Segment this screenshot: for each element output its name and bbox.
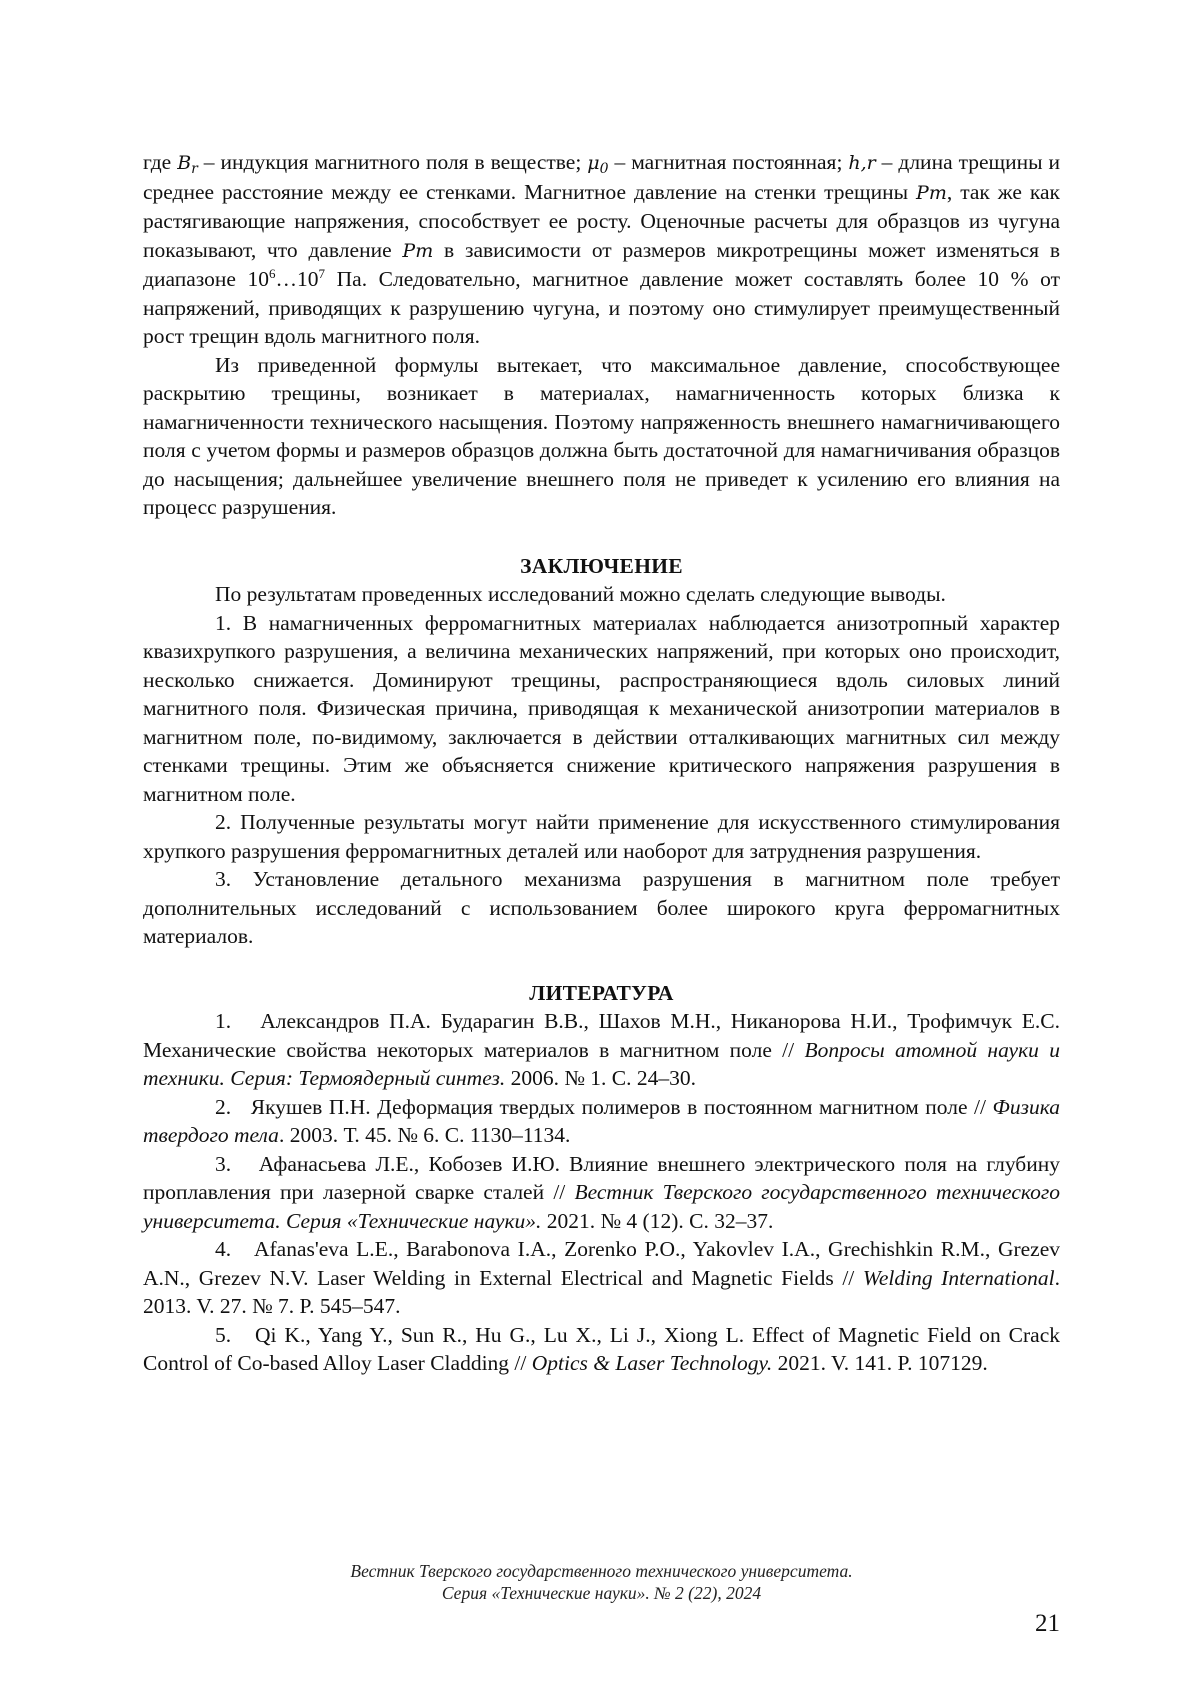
reference-authors: Афанасьева Л.Е., Кобозев И.Ю. Влияние внешнего электрического поля на глубину проплавления при лазерной сварке сталей // (143, 1152, 1060, 1205)
reference-details: 2021. № 4 (12). С. 32–37. (541, 1209, 773, 1233)
reference-authors: Qi K., Yang Y., Sun R., Hu G., Lu X., Li J., Xiong L. Effect of Magnetic Field on Crack Control of Co-based Alloy Laser Cladding // (143, 1323, 1060, 1376)
body-paragraph: Из приведенной формулы вытекает, что максимальное давление, способствующее раскрытию трещины, возникает в материалах, намагниченность которых близка к намагниченности технического насыщения. Поэтому напряженность внешнего намагничивающего поля с учетом формы и размеров образцов должна быть достаточной для намагничивания образцов до насыщения; дальнейшее увеличение внешнего поля не приведет к усилению его влияния на процесс разрушения. (143, 351, 1060, 522)
reference-item (143, 1007, 1060, 1093)
conclusion-item: 1. В намагниченных ферромагнитных материалах наблюдается анизотропный характер квазихрупкого разрушения, а величина механических напряжений, при которых оно происходит, несколько снижается. Доминируют трещины, распространяющиеся вдоль силовых линий магнитного поля. Физическая причина, приводящая к механической анизотропии материалов в магнитном поле, по-видимому, заключается в действии отталкивающих магнитных сил между стенками трещины. Этим же объясняется снижение критического напряжения разрушения в магнитном поле. (143, 609, 1060, 809)
reference-authors: Александров П.А. Бударагин В.В., Шахов М.Н., Никанорова Н.И., Трофимчук Е.С. Механические свойства некоторых материалов в магнитном поле // (143, 1009, 1060, 1062)
intro-paragraph (143, 148, 1060, 351)
var-mu: μ0 (587, 152, 608, 174)
reference-number: 1. (215, 1009, 231, 1033)
text-run: – магнитная постоянная; (609, 150, 849, 174)
conclusion-item: 2. Полученные результаты могут найти применение для искусственного стимулирования хрупкого разрушения ферромагнитных деталей или наоборот для затруднения разрушения. (143, 808, 1060, 865)
page-number: 21 (1035, 1610, 1060, 1638)
text-run: – индукция магнитного поля в веществе; (198, 150, 587, 174)
reference-journal: Welding International (863, 1266, 1055, 1290)
reference-details: 2006. № 1. С. 24–30. (505, 1066, 696, 1090)
page-body (143, 148, 1060, 1378)
reference-journal: Вопросы атомной науки и техники. Серия: Термоядерный синтез. (143, 1038, 1060, 1091)
reference-journal: Optics & Laser Technology. (532, 1351, 773, 1375)
reference-number: 5. (215, 1323, 231, 1347)
text-run: , так же как растягивающие напряжения, способствует ее росту. Оценочные расчеты для образцов из чугуна показывают, что давление (143, 180, 1060, 262)
var-pm: Pm (402, 240, 433, 262)
var-B: Br (177, 152, 198, 174)
reference-number: 2. (215, 1095, 231, 1119)
text-run: …10 (276, 267, 319, 291)
references-heading: ЛИТЕРАТУРА (143, 979, 1060, 1008)
exponent: 7 (319, 266, 326, 281)
conclusion-intro: По результатам проведенных исследований можно сделать следующие выводы. (143, 580, 1060, 609)
reference-number: 4. (215, 1237, 231, 1261)
text-run: в зависимости от размеров микротрещины может изменяться в диапазоне 10 (143, 238, 1060, 292)
reference-details: . 2013. V. 27. № 7. P. 545–547. (143, 1266, 1060, 1319)
conclusion-item: 3. Установление детального механизма разрушения в магнитном поле требует дополнительных исследований с использованием более широкого круга ферромагнитных материалов. (143, 865, 1060, 951)
exponent: 6 (269, 266, 276, 281)
reference-details: 2021. V. 141. P. 107129. (772, 1351, 987, 1375)
reference-item (143, 1321, 1060, 1378)
journal-footer (143, 1560, 1060, 1604)
conclusion-heading: ЗАКЛЮЧЕНИЕ (143, 552, 1060, 581)
reference-item (143, 1093, 1060, 1150)
reference-journal: Вестник Тверского государственного технического университета. Серия «Технические науки». (143, 1180, 1060, 1233)
var-h-r: h,r (848, 152, 875, 174)
footer-line: Серия «Технические науки». № 2 (22), 2024 (143, 1582, 1060, 1604)
reference-details: . 2003. Т. 45. № 6. С. 1130–1134. (279, 1123, 571, 1147)
text-run: Па. Следовательно, магнитное давление может составлять более 10 % от напряжений, приводящих к разрушению чугуна, и поэтому оно стимулирует преимущественный рост трещин вдоль магнитного поля. (143, 267, 1060, 348)
var-pm: Pm (916, 182, 947, 204)
reference-item (143, 1150, 1060, 1236)
reference-authors: Якушев П.Н. Деформация твердых полимеров в постоянном магнитном поле // (251, 1095, 993, 1119)
footer-line: Вестник Тверского государственного технического университета. (143, 1560, 1060, 1582)
text-run: – длина трещины и среднее расстояние между ее стенками. Магнитное давление на стенки трещины (143, 150, 1060, 204)
reference-number: 3. (215, 1152, 231, 1176)
reference-journal: Физика твердого тела (143, 1095, 1060, 1148)
reference-authors: Afanas'eva L.E., Barabonova I.A., Zorenko P.O., Yakovlev I.A., Grechishkin R.M., Grezev A.N., Grezev N.V. Laser Welding in External Electrical and Magnetic Fields // (143, 1237, 1060, 1290)
text-run: где (143, 150, 177, 174)
reference-item (143, 1235, 1060, 1321)
